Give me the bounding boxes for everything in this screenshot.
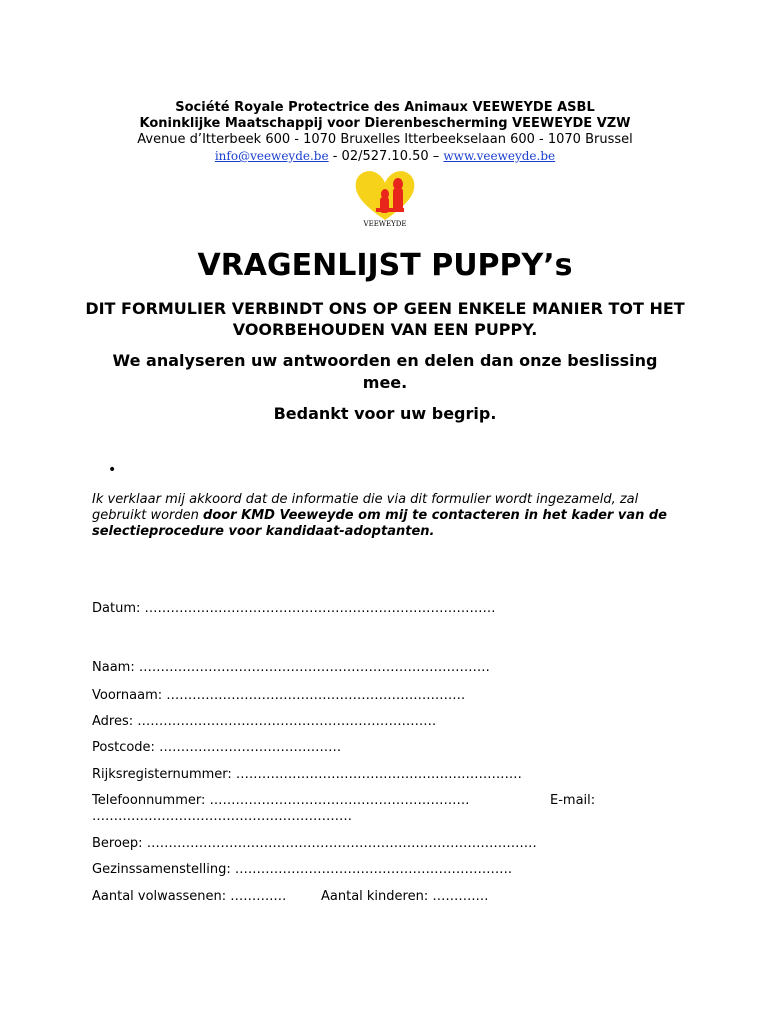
org-name-fr: Société Royale Protectrice des Animaux VEEWEYDE ASBL	[175, 100, 595, 115]
field-aantal-volwassenen[interactable]: Aantal volwassenen: ……….…	[92, 889, 287, 904]
field-email-label: E-mail:	[550, 793, 596, 808]
letterhead	[0, 100, 770, 165]
contact-line	[0, 148, 770, 165]
org-address: Avenue d’Itterbeek 600 - 1070 Bruxelles Itterbeekselaan 600 - 1070 Brussel	[137, 132, 633, 147]
field-telefoonnummer[interactable]: Telefoonnummer: ……………………………………………………	[92, 793, 470, 808]
bullet-point: •	[108, 462, 117, 478]
disclaimer: DIT FORMULIER VERBINDT ONS OP GEEN ENKELE MANIER TOT HET VOORBEHOUDEN VAN EEN PUPPY.	[85, 299, 685, 339]
field-aantal-kinderen[interactable]: Aantal kinderen: ……….…	[321, 889, 489, 904]
field-rijksregisternummer[interactable]: Rijksregisternummer: …………………………………………………………	[92, 767, 522, 782]
field-naam[interactable]: Naam: ………………………………………………………………………	[92, 660, 490, 675]
field-beroep[interactable]: Beroep: ………………………………………………………………………………	[92, 836, 537, 851]
field-voornaam[interactable]: Voornaam: ……………………………………………………………	[92, 688, 466, 703]
phone-number: - 02/527.10.50 –	[328, 149, 444, 164]
page-title: VRAGENLIJST PUPPY’s	[197, 248, 573, 283]
website-link[interactable]: www.veeweyde.be	[443, 149, 556, 163]
consent-statement	[92, 492, 692, 540]
logo-text: VEEWEYDE	[363, 220, 407, 228]
field-datum[interactable]: Datum: ………………………………………………………………………	[92, 601, 496, 616]
analysis-note: We analyseren uw antwoorden en delen dan onze beslissing mee.	[112, 351, 658, 392]
org-name-nl: Koninklijke Maatschappij voor Dierenbescherming VEEWEYDE VZW	[139, 116, 631, 131]
veeweyde-logo	[352, 164, 418, 230]
field-adres[interactable]: Adres: ……………………………………………………………	[92, 714, 437, 729]
thanks-note: Bedankt voor uw begrip.	[273, 404, 497, 423]
field-email[interactable]: ……………………………………………………	[92, 809, 352, 824]
email-link[interactable]: info@veeweyde.be	[214, 149, 329, 163]
field-postcode[interactable]: Postcode: ……………………………………	[92, 740, 342, 755]
consent-text: Ik verklaar mij akkoord dat de informatie die via dit formulier wordt ingezameld, zal gebruikt worden	[92, 492, 639, 523]
consent-text-bold: door KMD Veeweyde om mij te contacteren in het kader van de selectieprocedure voor kandidaat-adoptanten.	[92, 508, 667, 539]
field-gezinssamenstelling[interactable]: Gezinssamenstelling: ……………………………………………………….	[92, 862, 512, 877]
